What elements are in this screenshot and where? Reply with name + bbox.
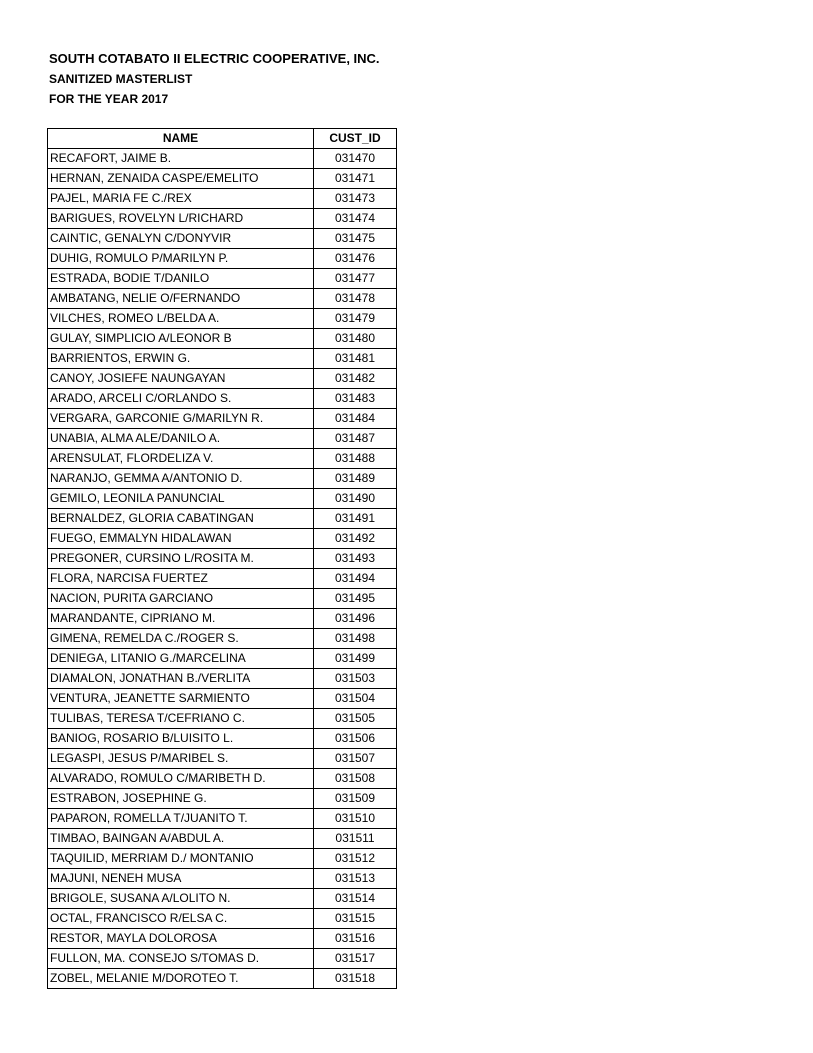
customer-id-cell: 031495 (314, 589, 397, 609)
table-row (48, 869, 397, 889)
customer-id-cell: 031498 (314, 629, 397, 649)
customer-name-cell: TAQUILID, MERRIAM D./ MONTANIO (48, 849, 314, 869)
customer-name-cell: FUEGO, EMMALYN HIDALAWAN (48, 529, 314, 549)
customer-id-cell: 031479 (314, 309, 397, 329)
table-header (48, 129, 397, 149)
customer-id-cell: 031514 (314, 889, 397, 909)
customer-id-cell: 031481 (314, 349, 397, 369)
table-row (48, 809, 397, 829)
table-row (48, 509, 397, 529)
customer-name-cell: LEGASPI, JESUS P/MARIBEL S. (48, 749, 314, 769)
table-row (48, 949, 397, 969)
customer-name-cell: TULIBAS, TERESA T/CEFRIANO C. (48, 709, 314, 729)
customer-id-cell: 031489 (314, 469, 397, 489)
customer-id-cell: 031475 (314, 229, 397, 249)
customer-id-cell: 031518 (314, 969, 397, 989)
customer-id-cell: 031491 (314, 509, 397, 529)
customer-id-cell: 031474 (314, 209, 397, 229)
table-row (48, 649, 397, 669)
table-row (48, 349, 397, 369)
table-row (48, 429, 397, 449)
customer-id-cell: 031484 (314, 409, 397, 429)
table-row (48, 829, 397, 849)
customer-name-cell: ARADO, ARCELI C/ORLANDO S. (48, 389, 314, 409)
table-row (48, 489, 397, 509)
table-row (48, 249, 397, 269)
customer-name-cell: TIMBAO, BAINGAN A/ABDUL A. (48, 829, 314, 849)
customer-id-cell: 031515 (314, 909, 397, 929)
table-row (48, 209, 397, 229)
table-row (48, 329, 397, 349)
customer-id-cell: 031492 (314, 529, 397, 549)
customer-name-cell: ESTRABON, JOSEPHINE G. (48, 789, 314, 809)
table-row (48, 709, 397, 729)
customer-name-cell: RESTOR, MAYLA DOLOROSA (48, 929, 314, 949)
customer-name-cell: MAJUNI, NENEH MUSA (48, 869, 314, 889)
customer-id-cell: 031504 (314, 689, 397, 709)
table-row (48, 749, 397, 769)
customer-id-cell: 031505 (314, 709, 397, 729)
header-row (48, 129, 397, 149)
customer-name-cell: GULAY, SIMPLICIO A/LEONOR B (48, 329, 314, 349)
customer-id-cell: 031510 (314, 809, 397, 829)
customer-name-cell: NARANJO, GEMMA A/ANTONIO D. (48, 469, 314, 489)
table-row (48, 409, 397, 429)
customer-id-cell: 031473 (314, 189, 397, 209)
table-row (48, 909, 397, 929)
table-row (48, 289, 397, 309)
table-row (48, 769, 397, 789)
customer-id-cell: 031511 (314, 829, 397, 849)
table-body (48, 149, 397, 989)
customer-name-cell: ESTRADA, BODIE T/DANILO (48, 269, 314, 289)
table-row (48, 449, 397, 469)
customer-id-cell: 031478 (314, 289, 397, 309)
customer-name-cell: DENIEGA, LITANIO G./MARCELINA (48, 649, 314, 669)
column-header-cust-id: CUST_ID (314, 129, 397, 149)
table-row (48, 149, 397, 169)
table-row (48, 529, 397, 549)
table-row (48, 729, 397, 749)
customer-name-cell: ARENSULAT, FLORDELIZA V. (48, 449, 314, 469)
customer-name-cell: ZOBEL, MELANIE M/DOROTEO T. (48, 969, 314, 989)
customer-id-cell: 031503 (314, 669, 397, 689)
customer-id-cell: 031480 (314, 329, 397, 349)
company-name: SOUTH COTABATO II ELECTRIC COOPERATIVE, INC. (49, 51, 380, 66)
customer-name-cell: VENTURA, JEANETTE SARMIENTO (48, 689, 314, 709)
customer-name-cell: BRIGOLE, SUSANA A/LOLITO N. (48, 889, 314, 909)
customer-name-cell: ALVARADO, ROMULO C/MARIBETH D. (48, 769, 314, 789)
customer-name-cell: BANIOG, ROSARIO B/LUISITO L. (48, 729, 314, 749)
customer-id-cell: 031499 (314, 649, 397, 669)
customer-name-cell: UNABIA, ALMA ALE/DANILO A. (48, 429, 314, 449)
customer-id-cell: 031487 (314, 429, 397, 449)
customer-id-cell: 031476 (314, 249, 397, 269)
customer-id-cell: 031516 (314, 929, 397, 949)
customer-name-cell: PREGONER, CURSINO L/ROSITA M. (48, 549, 314, 569)
customer-name-cell: DIAMALON, JONATHAN B./VERLITA (48, 669, 314, 689)
table-row (48, 549, 397, 569)
customer-id-cell: 031490 (314, 489, 397, 509)
customer-name-cell: DUHIG, ROMULO P/MARILYN P. (48, 249, 314, 269)
customer-name-cell: FULLON, MA. CONSEJO S/TOMAS D. (48, 949, 314, 969)
table-row (48, 969, 397, 989)
customer-name-cell: HERNAN, ZENAIDA CASPE/EMELITO (48, 169, 314, 189)
table-row (48, 889, 397, 909)
customer-id-cell: 031493 (314, 549, 397, 569)
document-header (49, 49, 380, 109)
table-row (48, 929, 397, 949)
customer-name-cell: GIMENA, REMELDA C./ROGER S. (48, 629, 314, 649)
customer-id-cell: 031509 (314, 789, 397, 809)
table-row (48, 609, 397, 629)
customer-id-cell: 031488 (314, 449, 397, 469)
table-row (48, 269, 397, 289)
customer-id-cell: 031471 (314, 169, 397, 189)
customer-id-cell: 031482 (314, 369, 397, 389)
document-subtitle: SANITIZED MASTERLIST (49, 72, 193, 86)
customer-name-cell: VILCHES, ROMEO L/BELDA A. (48, 309, 314, 329)
table-row (48, 849, 397, 869)
customer-id-cell: 031470 (314, 149, 397, 169)
table-row (48, 469, 397, 489)
customer-name-cell: VERGARA, GARCONIE G/MARILYN R. (48, 409, 314, 429)
customer-name-cell: BARIGUES, ROVELYN L/RICHARD (48, 209, 314, 229)
customer-id-cell: 031496 (314, 609, 397, 629)
table-row (48, 169, 397, 189)
table-row (48, 389, 397, 409)
table-row (48, 189, 397, 209)
table-row (48, 669, 397, 689)
customer-name-cell: OCTAL, FRANCISCO R/ELSA C. (48, 909, 314, 929)
customer-name-cell: GEMILO, LEONILA PANUNCIAL (48, 489, 314, 509)
table-row (48, 309, 397, 329)
table-row (48, 589, 397, 609)
masterlist-table (47, 128, 397, 989)
customer-id-cell: 031508 (314, 769, 397, 789)
customer-name-cell: MARANDANTE, CIPRIANO M. (48, 609, 314, 629)
customer-name-cell: CANOY, JOSIEFE NAUNGAYAN (48, 369, 314, 389)
column-header-name: NAME (48, 129, 314, 149)
table-row (48, 789, 397, 809)
customer-name-cell: BERNALDEZ, GLORIA CABATINGAN (48, 509, 314, 529)
customer-id-cell: 031513 (314, 869, 397, 889)
customer-name-cell: BARRIENTOS, ERWIN G. (48, 349, 314, 369)
customer-id-cell: 031512 (314, 849, 397, 869)
customer-name-cell: CAINTIC, GENALYN C/DONYVIR (48, 229, 314, 249)
customer-name-cell: RECAFORT, JAIME B. (48, 149, 314, 169)
table-row (48, 569, 397, 589)
customer-name-cell: PAJEL, MARIA FE C./REX (48, 189, 314, 209)
customer-id-cell: 031507 (314, 749, 397, 769)
customer-id-cell: 031483 (314, 389, 397, 409)
customer-name-cell: AMBATANG, NELIE O/FERNANDO (48, 289, 314, 309)
customer-name-cell: NACION, PURITA GARCIANO (48, 589, 314, 609)
customer-id-cell: 031517 (314, 949, 397, 969)
customer-id-cell: 031506 (314, 729, 397, 749)
customer-name-cell: FLORA, NARCISA FUERTEZ (48, 569, 314, 589)
table-row (48, 689, 397, 709)
customer-id-cell: 031494 (314, 569, 397, 589)
customer-id-cell: 031477 (314, 269, 397, 289)
table-row (48, 229, 397, 249)
customer-name-cell: PAPARON, ROMELLA T/JUANITO T. (48, 809, 314, 829)
table-row (48, 629, 397, 649)
year-line: FOR THE YEAR 2017 (49, 92, 169, 106)
table-row (48, 369, 397, 389)
